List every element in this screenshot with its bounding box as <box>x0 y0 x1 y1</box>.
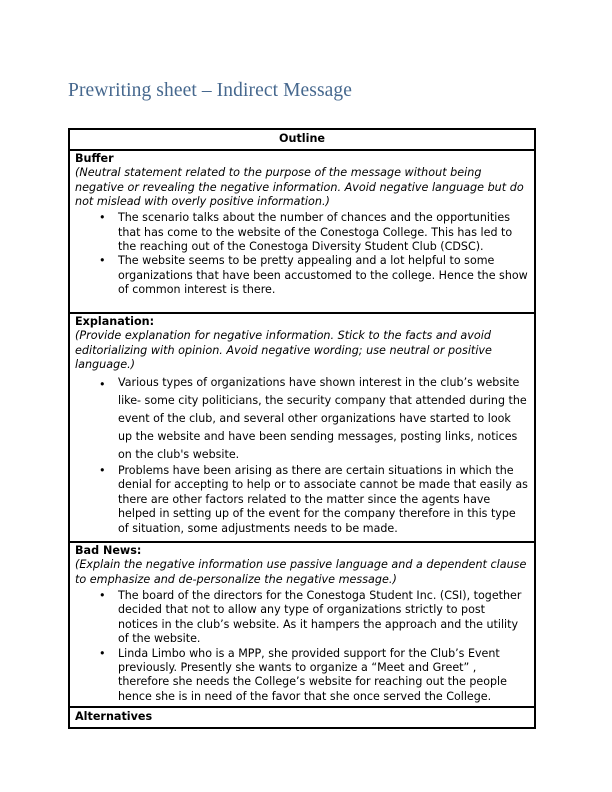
spacer <box>74 298 530 312</box>
section-label-alternatives: Alternatives <box>75 710 153 724</box>
section-alternatives <box>70 708 534 726</box>
list-item: • The scenario talks about the number of chances and the opportunities that has come to the website of the Conestoga College. This has led to the reaching out of the Conestoga Diversity Student Club (CDSC). <box>74 211 530 254</box>
list-item: • Problems have been arising as there are certain situations in which the denial for accepting to help or to associate cannot be made that easily as there are other factors related to the matter since the agents have helped in setting up of the event for the company therefore in this type of situation, some adjustments needs to be made. <box>74 464 530 536</box>
outline-table <box>68 128 536 729</box>
section-label-bad-news: Bad News: <box>75 544 142 558</box>
bullet-list-explanation-2 <box>74 464 530 536</box>
section-label-explanation: Explanation: <box>75 314 155 328</box>
section-label-buffer: Buffer <box>75 151 114 165</box>
list-item: • Linda Limbo who is a MPP, she provided support for the Club’s Event previously. Presently she wants to organize a “Meet and Greet” , therefore she needs the College’s website for reaching out the people hence she is in need of the favor that she once served the College. <box>74 647 530 705</box>
list-item: • The board of the directors for the Conestoga Student Inc. (CSI), together decided that not to allow any type of organizations strictly to post notices in the club’s website. As it hampers the approach and the utility of the website. <box>74 589 530 647</box>
table-header-outline: Outline <box>70 130 534 151</box>
section-note-bad-news: (Explain the negative information use passive language and a dependent clause to emphasize and de-personalize the negative message.) <box>75 558 527 587</box>
spacer <box>74 704 530 706</box>
page-title: Prewriting sheet – Indirect Message <box>68 80 353 101</box>
section-explanation <box>70 314 534 543</box>
section-bad-news <box>70 543 534 708</box>
list-item: • The website seems to be pretty appealing and a lot helpful to some organizations that have been accustomed to the college. Hence the show of common interest is there. <box>74 254 530 297</box>
bullet-list-bad-news <box>74 589 530 704</box>
section-buffer <box>70 151 534 314</box>
section-note-explanation: (Provide explanation for negative information. Stick to the facts and avoid editorializing with opinion. Avoid negative wording; use neutral or positive language.) <box>75 329 492 372</box>
section-note-buffer: (Neutral statement related to the purpose of the message without being negative or revealing the negative information. Avoid negative language but do not mislead with overly positive information.) <box>75 166 524 209</box>
spacer <box>74 536 530 541</box>
bullet-list-buffer <box>74 211 530 298</box>
bullet-list-explanation <box>74 374 530 464</box>
list-item: • Various types of organizations have shown interest in the club’s website like- some city politicians, the security company that attended during the event of the club, and several other organizations have started to look up the website and have been sending messages, posting links, notices on the club's website. <box>74 374 530 464</box>
